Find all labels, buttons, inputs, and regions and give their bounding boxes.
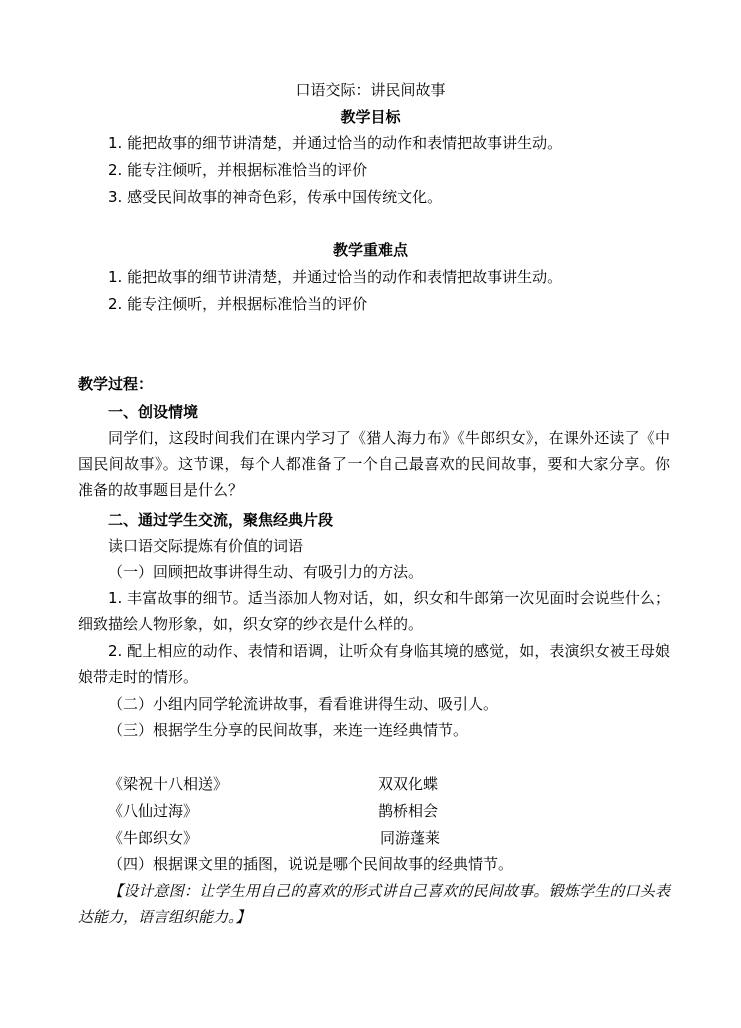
subsection-3: （三）根据学生分享的民间故事，来连一连经典情节。 — [108, 721, 469, 739]
key-points-heading: 教学重难点 — [332, 241, 408, 259]
match-right-item: 同游蓬莱 — [380, 829, 441, 847]
match-right-item: 双双化蝶 — [378, 775, 439, 793]
section2-intro: 读口语交际提炼有价值的词语 — [108, 537, 304, 555]
method-1: 1. 丰富故事的细节。适当添加人物对话，如，织女和牛郎第一次见面时会说些什么；细致描绘人物形象，如，织女穿的纱衣是什么样的。 — [78, 589, 670, 633]
match-left-item: 《梁祝十八相送》 — [108, 775, 229, 793]
key-point-item: 1. 能把故事的细节讲清楚，并通过恰当的动作和表情把故事讲生动。 — [108, 268, 563, 286]
subsection-4: （四）根据课文里的插图，说说是哪个民间故事的经典情节。 — [108, 855, 514, 873]
section2-heading: 二、通过学生交流，聚焦经典片段 — [108, 511, 334, 529]
match-right-item: 鹊桥相会 — [378, 802, 439, 820]
goal-item: 2. 能专注倾听，并根据标准恰当的评价 — [108, 161, 368, 179]
goals-heading: 教学目标 — [340, 108, 401, 126]
goal-item: 3. 感受民间故事的神奇色彩，传承中国传统文化。 — [108, 188, 443, 206]
process-heading: 教学过程： — [78, 375, 154, 393]
section1-paragraph: 同学们，这段时间我们在课内学习了《猎人海力布》《牛郎织女》，在课外还读了《中国民间故事》。这节课，每个人都准备了一个自己最喜欢的民间故事，要和大家分享。你准备的故事题目是什么？ — [78, 429, 670, 499]
subsection-2: （二）小组内同学轮流讲故事，看看谁讲得生动、吸引人。 — [108, 695, 499, 713]
match-left-item: 《牛郎织女》 — [108, 829, 199, 847]
method-2: 2. 配上相应的动作、表情和语调，让听众有身临其境的感觉，如，表演织女被王母娘娘带走时的情形。 — [78, 642, 670, 686]
goal-item: 1. 能把故事的细节讲清楚，并通过恰当的动作和表情把故事讲生动。 — [108, 134, 563, 152]
match-left-item: 《八仙过海》 — [108, 802, 199, 820]
document-title: 口语交际：讲民间故事 — [295, 81, 446, 99]
section1-heading: 一、创设情境 — [108, 403, 199, 421]
design-intent: 【设计意图：让学生用自己的喜欢的形式讲自己喜欢的民间故事。锻炼学生的口头表达能力，语言组织能力。】 — [78, 882, 670, 926]
subsection-1: （一）回顾把故事讲得生动、有吸引力的方法。 — [108, 563, 424, 581]
key-point-item: 2. 能专注倾听，并根据标准恰当的评价 — [108, 295, 368, 313]
